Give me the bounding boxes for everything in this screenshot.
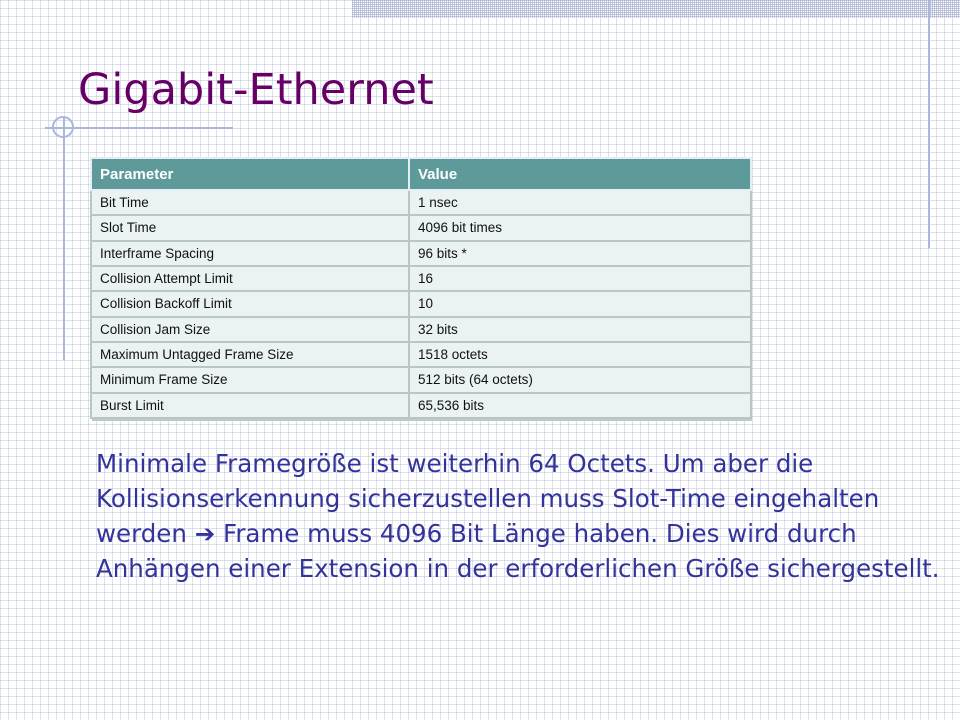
parameter-cell: Burst Limit	[91, 393, 409, 418]
column-header-value: Value	[409, 158, 751, 190]
table-row	[91, 190, 751, 215]
parameter-cell: Interframe Spacing	[91, 241, 409, 266]
parameter-table-container	[90, 157, 750, 419]
table-header-row	[91, 158, 751, 190]
table-row	[91, 241, 751, 266]
page-title: Gigabit-Ethernet	[78, 65, 434, 115]
right-arrow-icon: ➔	[194, 519, 216, 548]
table-row	[91, 342, 751, 367]
body-text-part-2: Frame muss 4096 Bit Länge haben. Dies wird durch Anhängen einer Extension in der erforderlichen Größe sichergestellt.	[96, 519, 940, 583]
value-cell: 1 nsec	[409, 190, 751, 215]
value-cell: 4096 bit times	[409, 215, 751, 240]
table-row	[91, 367, 751, 392]
parameter-cell: Maximum Untagged Frame Size	[91, 342, 409, 367]
value-cell: 32 bits	[409, 317, 751, 342]
value-cell: 10	[409, 291, 751, 316]
left-decoration-line	[63, 118, 65, 360]
right-decoration-line	[928, 0, 930, 248]
parameter-table	[90, 157, 752, 419]
table-row	[91, 266, 751, 291]
parameter-cell: Collision Attempt Limit	[91, 266, 409, 291]
value-cell: 96 bits *	[409, 241, 751, 266]
parameter-cell: Collision Backoff Limit	[91, 291, 409, 316]
parameter-cell: Minimum Frame Size	[91, 367, 409, 392]
corner-circle-ornament	[52, 116, 74, 138]
value-cell: 65,536 bits	[409, 393, 751, 418]
top-decoration-band	[352, 0, 960, 18]
value-cell: 512 bits (64 octets)	[409, 367, 751, 392]
parameter-cell: Collision Jam Size	[91, 317, 409, 342]
body-text-part-1: Minimale Framegröße ist weiterhin 64 Octets. Um aber die Kollisionserkennung sicherzustellen muss Slot-Time eingehalten werden	[96, 449, 880, 548]
table-row	[91, 393, 751, 418]
parameter-cell: Bit Time	[91, 190, 409, 215]
value-cell: 1518 octets	[409, 342, 751, 367]
table-row	[91, 317, 751, 342]
body-paragraph	[96, 446, 946, 586]
table-row	[91, 215, 751, 240]
parameter-cell: Slot Time	[91, 215, 409, 240]
column-header-parameter: Parameter	[91, 158, 409, 190]
table-row	[91, 291, 751, 316]
value-cell: 16	[409, 266, 751, 291]
